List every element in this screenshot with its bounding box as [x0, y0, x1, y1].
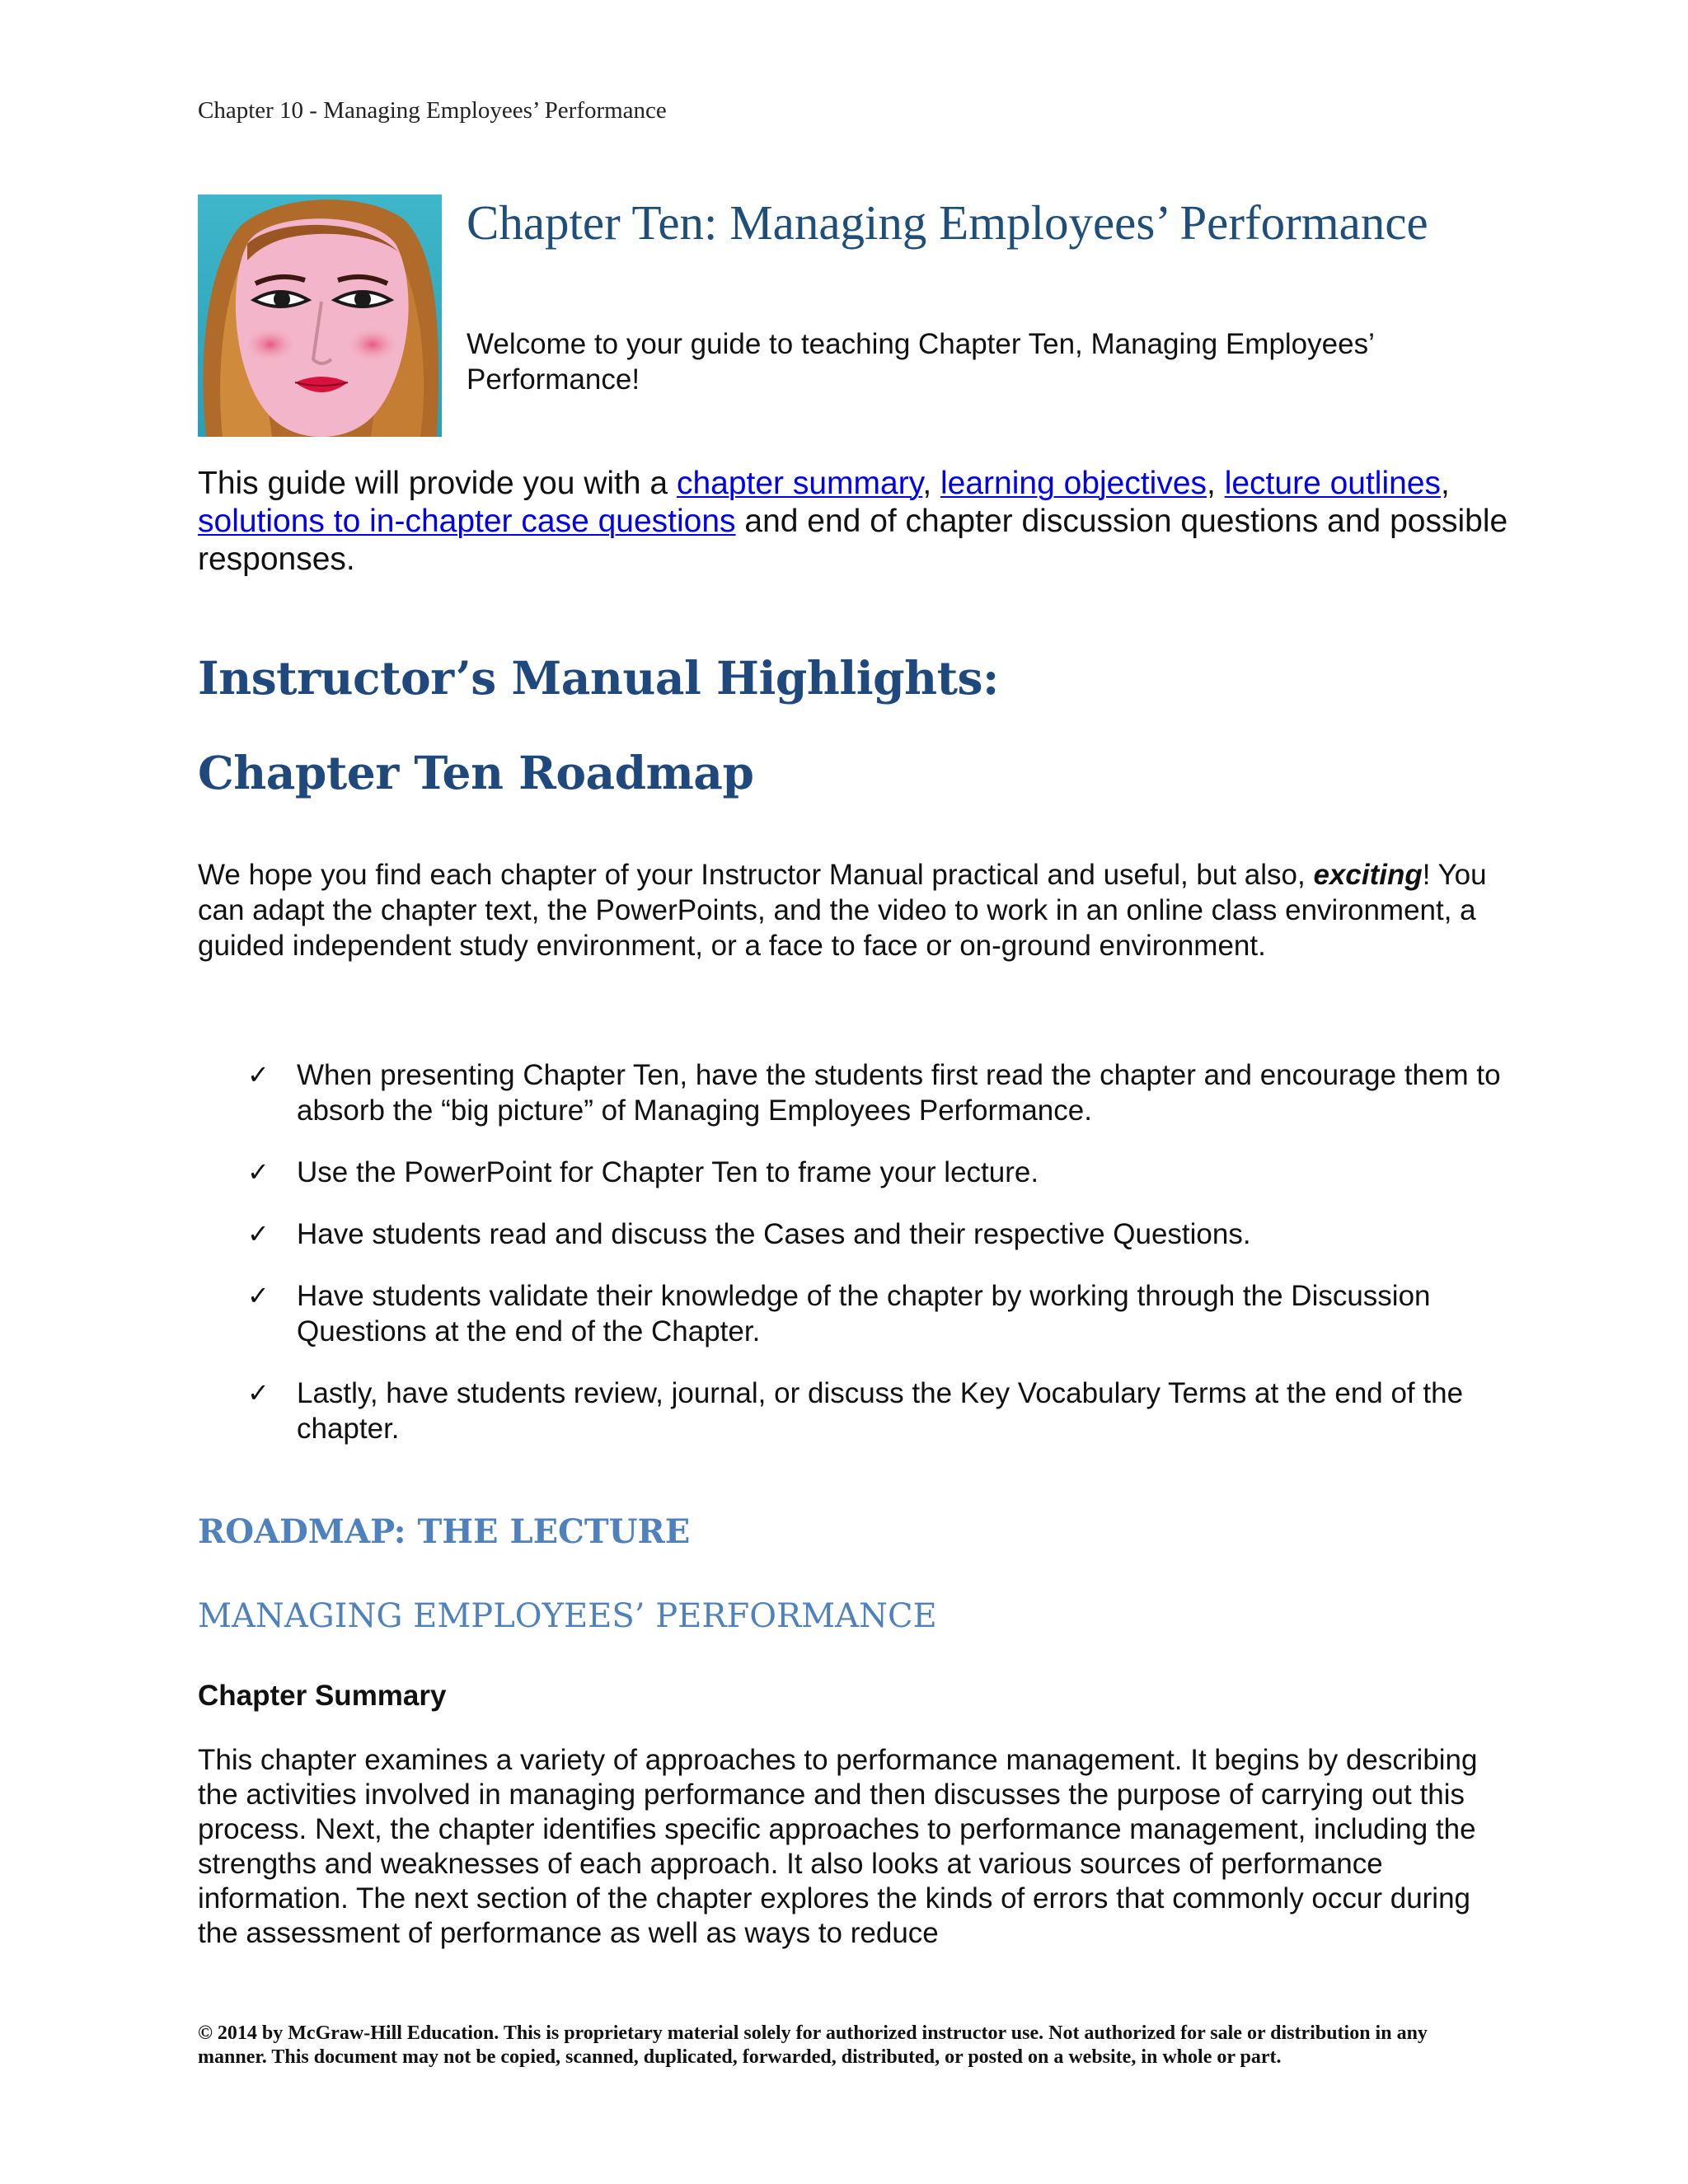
document-title: Chapter Ten: Managing Employees’ Performance: [467, 195, 1428, 250]
checkmark-icon: ✓: [247, 1377, 270, 1408]
checklist-item: [247, 1057, 1517, 1128]
checkmark-icon: ✓: [247, 1280, 270, 1311]
roadmap-paragraph: [198, 857, 1517, 963]
checklist-text: When presenting Chapter Ten, have the students first read the chapter and encourage them to absorb the “big picture” of Managing Employees Performance.: [297, 1059, 1501, 1127]
roadmap-lead: We hope you find each chapter of your Instructor Manual practical and useful, but also,: [198, 859, 1314, 891]
portrait-illustration: [198, 194, 442, 437]
teaching-checklist: [247, 1057, 1517, 1473]
emphasis-exciting: exciting: [1313, 859, 1423, 891]
roadmap-tail: ! You can adapt the chapter text, the PowerPoints, and the video to work in an online class environment, a guided independent study environment, or a face to face or on-ground environment.: [198, 859, 1487, 962]
checklist-text: Have students validate their knowledge of the chapter by working through the Discussion Questions at the end of the Chapter.: [297, 1280, 1431, 1347]
intro-sep: ,: [1441, 466, 1450, 501]
roadmap-heading: Chapter Ten Roadmap: [198, 746, 754, 799]
checkmark-icon: ✓: [247, 1218, 270, 1249]
intro-paragraph: [198, 465, 1517, 579]
intro-sep: ,: [1207, 466, 1225, 501]
chapter-summary-text: This chapter examines a variety of approaches to performance management. It begins by describing the activities involved in managing performance and then discusses the purpose of carrying out this process. Next, the chapter identifies specific approaches to performance management, including the strengths and weaknesses of each approach. It also looks at various sources of performance information. The next section of the chapter explores the kinds of errors that commonly occur during the assessment of performance as well as ways to reduce: [198, 1744, 1478, 1949]
intro-lead: This guide will provide you with a: [198, 466, 677, 501]
lecture-outlines-link[interactable]: lecture outlines: [1224, 466, 1442, 501]
checklist-item: [247, 1216, 1517, 1252]
case-solutions-link[interactable]: solutions to in-chapter case questions: [198, 504, 736, 539]
checklist-item: [247, 1278, 1517, 1349]
learning-objectives-link[interactable]: learning objectives: [940, 466, 1207, 501]
checklist-text: Use the PowerPoint for Chapter Ten to frame your lecture.: [297, 1156, 1039, 1188]
checklist-text: Have students read and discuss the Cases and their respective Questions.: [297, 1218, 1251, 1250]
checklist-item: [247, 1376, 1517, 1446]
checklist-text: Lastly, have students review, journal, or discuss the Key Vocabulary Terms at the end of the chapter.: [297, 1377, 1464, 1445]
welcome-text: Welcome to your guide to teaching Chapter Ten, Managing Employees’ Performance!: [467, 328, 1374, 396]
roadmap-lecture-heading: ROADMAP: THE LECTURE: [198, 1512, 691, 1551]
intro-tail: and end of chapter discussion questions and possible responses.: [198, 504, 1508, 577]
section-heading: MANAGING EMPLOYEES’ PERFORMANCE: [198, 1597, 937, 1635]
checkmark-icon: ✓: [247, 1059, 270, 1090]
running-header: Chapter 10 - Managing Employees’ Performance: [198, 97, 667, 124]
copyright-notice: © 2014 by McGraw-Hill Education. This is proprietary material solely for authorized instructor use. Not authorized for sale or distribution in any manner. This document may not be copied, scanned, duplicated, forwarded, distributed, or posted on a website, in whole or part.: [198, 2022, 1428, 2068]
checklist-item: [247, 1155, 1517, 1190]
intro-sep: ,: [922, 466, 940, 501]
chapter-summary-heading: Chapter Summary: [198, 1680, 447, 1712]
chapter-summary-link[interactable]: chapter summary: [676, 466, 923, 501]
checkmark-icon: ✓: [247, 1156, 270, 1188]
highlights-heading: Instructor’s Manual Highlights:: [198, 651, 999, 705]
